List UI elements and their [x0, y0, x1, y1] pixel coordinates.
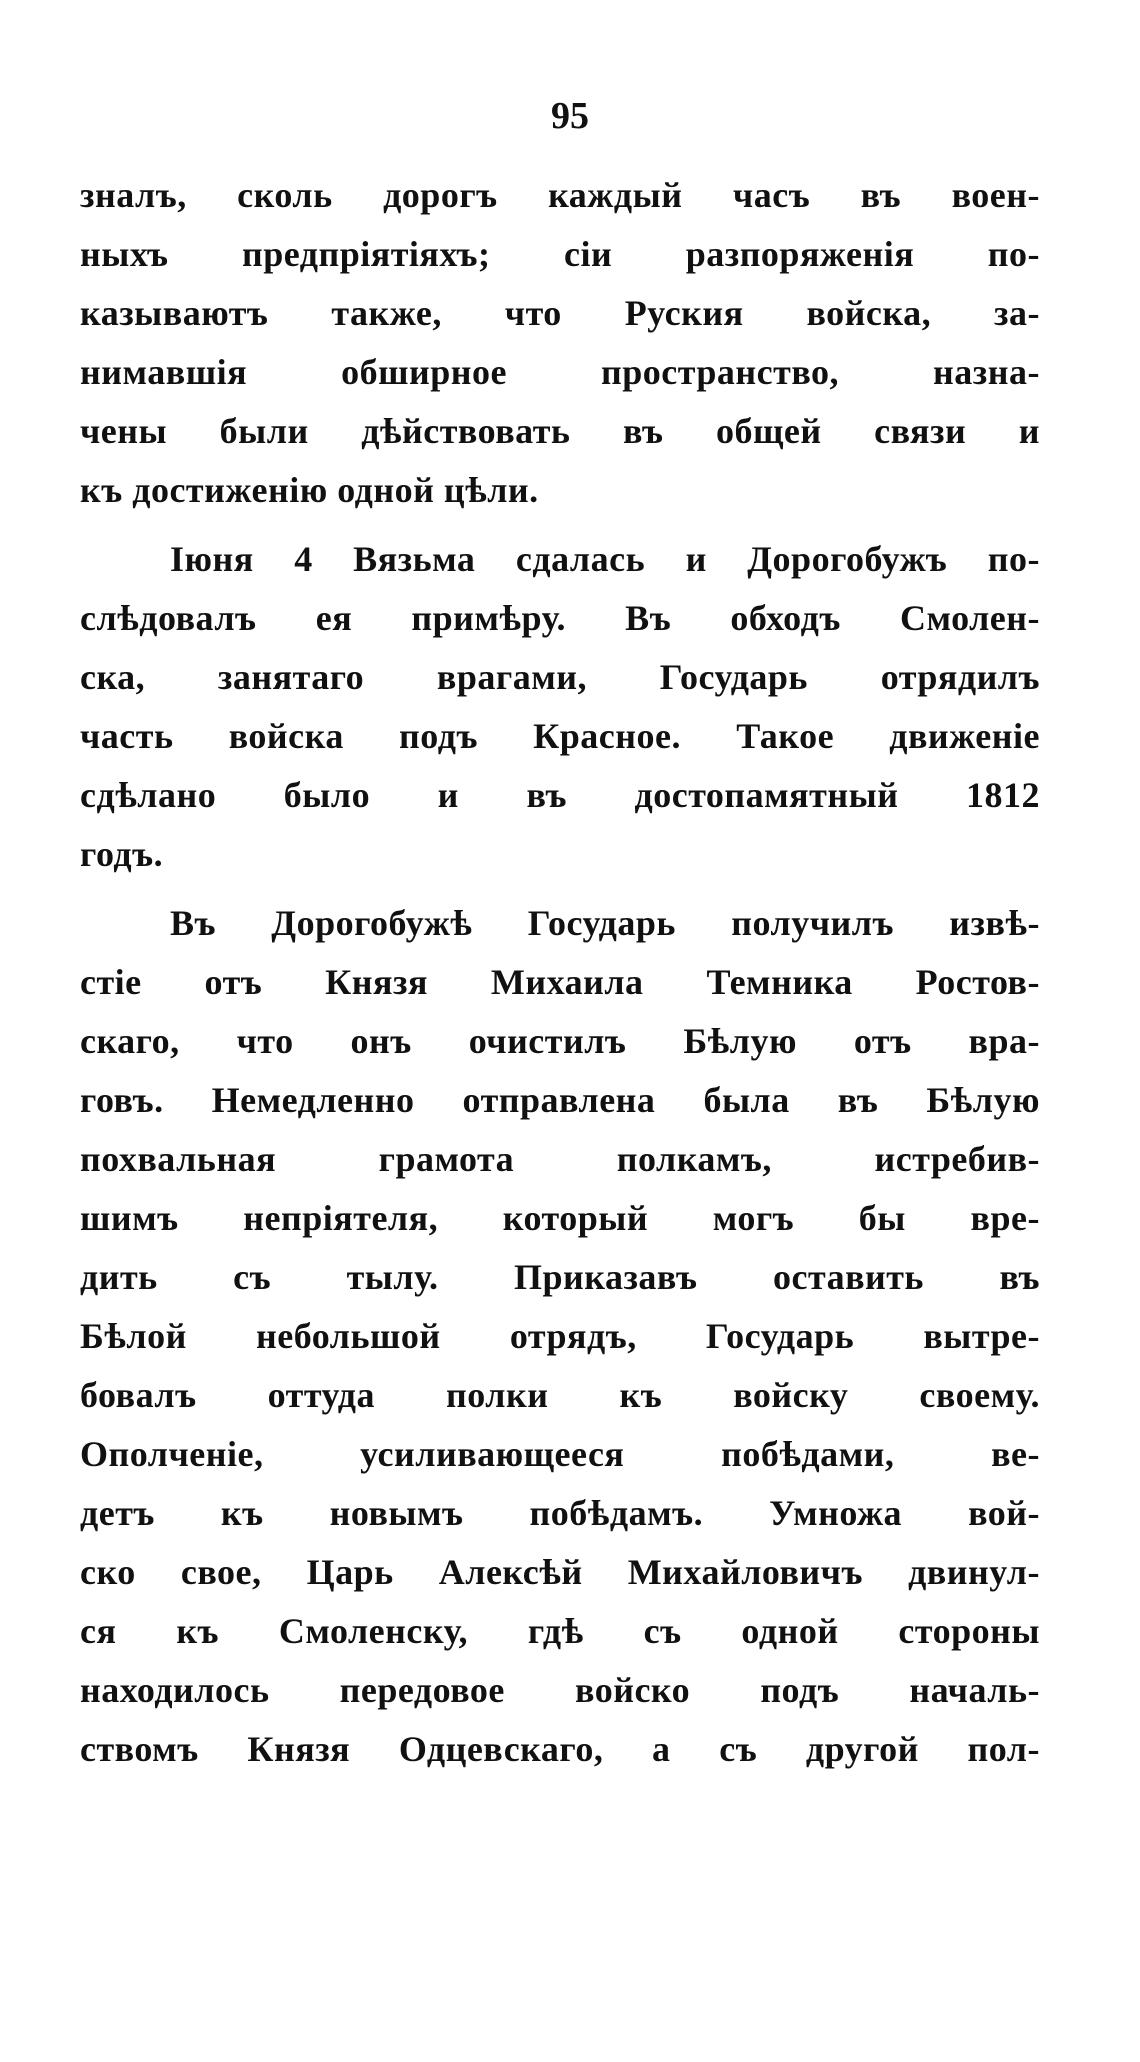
text-line: стіе отъ Князя Михаила Темника Ростов-	[80, 962, 1040, 1002]
text-line: говъ. Немедленно отправлена была въ Бѣлую	[80, 1080, 1040, 1120]
paragraph-2	[80, 530, 1040, 884]
text-line: часть войска подъ Красное. Такое движеніе	[80, 716, 1040, 756]
text-line: сдѣлано было и въ достопамятный 1812	[80, 775, 1040, 815]
text-line: чены были дѣйствовать въ общей связи и	[80, 411, 1040, 451]
text-line: годъ.	[80, 834, 164, 874]
text-line: ско свое, Царь Алексѣй Михайловичъ двинул-	[80, 1552, 1040, 1592]
text-line: шимъ непріятеля, который могъ бы вре-	[80, 1198, 1040, 1238]
text-line: ся къ Смоленску, гдѣ съ одной стороны	[80, 1611, 1040, 1651]
text-line: ска, занятаго врагами, Государь отрядилъ	[80, 657, 1040, 697]
text-line: бовалъ оттуда полки къ войску своему.	[80, 1375, 1040, 1415]
text-line: слѣдовалъ ея примѣру. Въ обходъ Смолен-	[80, 598, 1040, 638]
paragraph-3	[80, 894, 1040, 1779]
text-line: дить съ тылу. Приказавъ оставить въ	[80, 1257, 1040, 1297]
paragraph-gap	[80, 884, 1040, 894]
paragraph-1	[80, 166, 1040, 520]
text-line: Въ Дорогобужѣ Государь получилъ извѣ-	[170, 903, 1040, 943]
paragraph-gap	[80, 520, 1040, 530]
text-line: къ достиженію одной цѣли.	[80, 470, 539, 510]
text-line: казываютъ также, что Руския войска, за-	[80, 293, 1040, 333]
text-line: детъ къ новымъ побѣдамъ. Умножа вой-	[80, 1493, 1040, 1533]
text-line: ствомъ Князя Одцевскаго, а съ другой пол-	[80, 1729, 1040, 1769]
text-line: Бѣлой небольшой отрядъ, Государь вытре-	[80, 1316, 1040, 1356]
text-line: зналъ, сколь дорогъ каждый часъ въ воен-	[80, 175, 1040, 215]
text-line: Ополченіе, усиливающееся побѣдами, ве-	[80, 1434, 1040, 1474]
body-text	[80, 166, 1040, 1779]
text-line: похвальная грамота полкамъ, истребив-	[80, 1139, 1040, 1179]
text-line: Іюня 4 Вязьма сдалась и Дорогобужъ по-	[170, 539, 1040, 579]
text-line: скаго, что онъ очистилъ Бѣлую отъ вра-	[80, 1021, 1040, 1061]
text-line: нимавшія обширное пространство, назна-	[80, 352, 1040, 392]
text-line: ныхъ предпріятіяхъ; сіи разпоряженія по-	[80, 234, 1040, 274]
text-line: находилось передовое войско подъ началь-	[80, 1670, 1040, 1710]
page-number: 95	[551, 95, 589, 137]
